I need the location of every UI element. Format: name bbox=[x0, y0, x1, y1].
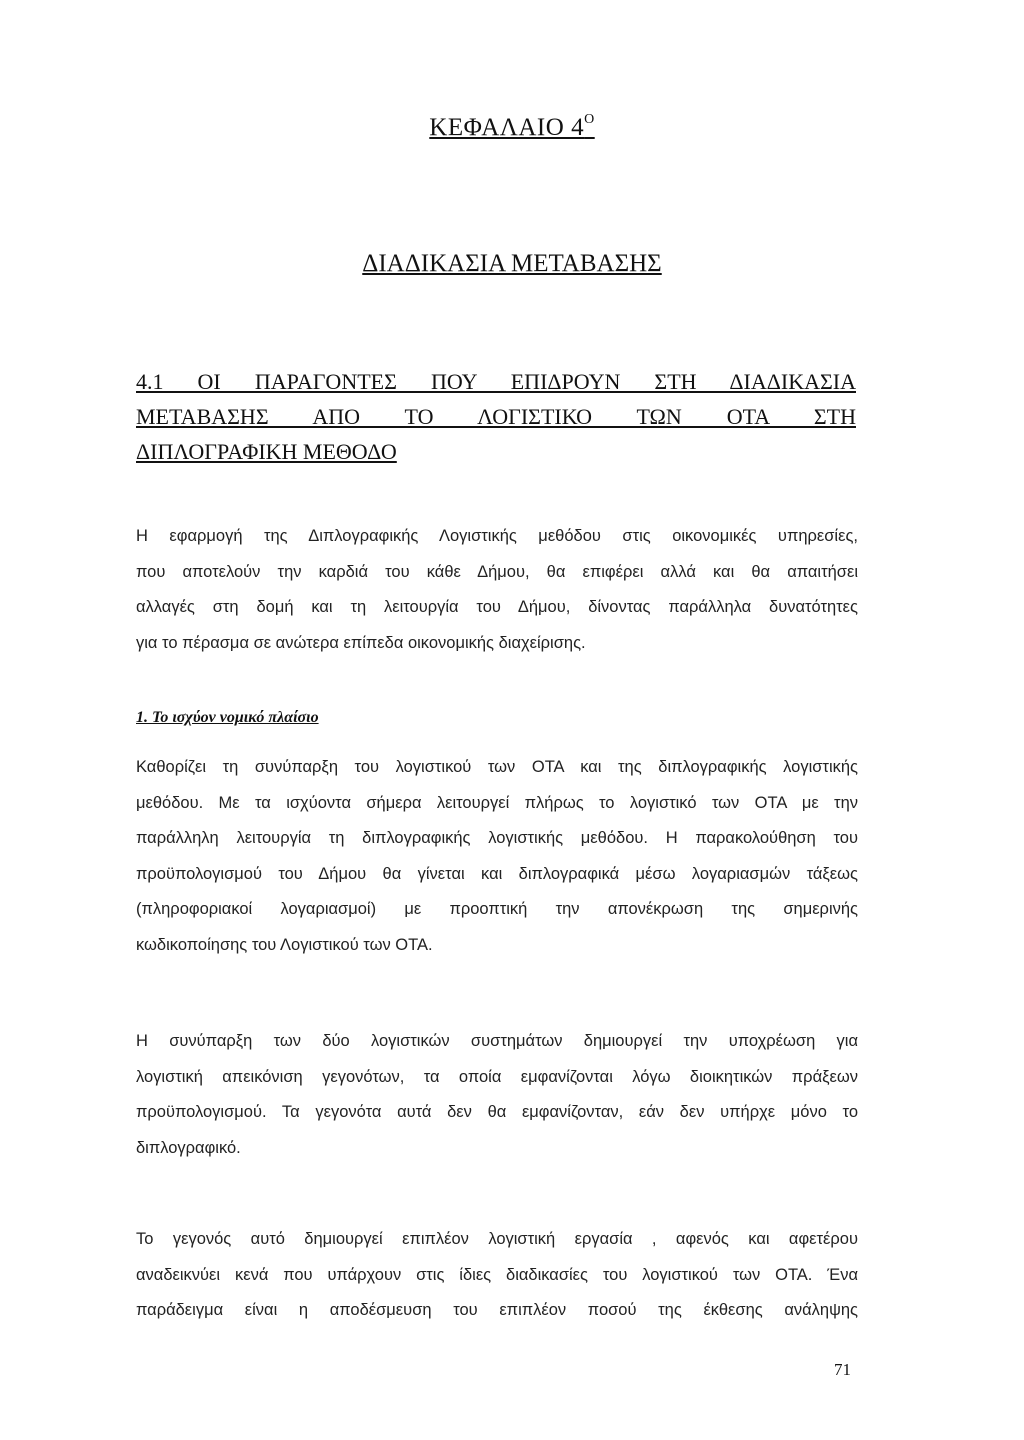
intro-paragraph bbox=[136, 519, 858, 661]
chapter-subtitle: ΔΙΑΔΙΚΑΣΙΑ ΜΕΤΑΒΑΣΗΣ bbox=[362, 250, 662, 277]
chapter-title-text: ΚΕΦΑΛΑΙΟ 4 bbox=[429, 114, 585, 141]
paragraph-line: προϋπολογισμού. Τα γεγονότα αυτά δεν θα εμφανίζονταν, εάν δεν υπήρχε μόνο το bbox=[136, 1103, 858, 1121]
paragraph-line: κωδικοποίησης του Λογιστικού των ΟΤΑ. bbox=[136, 935, 433, 954]
paragraph-line: παράδειγμα είναι η αποδέσμευση του επιπλέον ποσού της έκθεσης ανάληψης bbox=[136, 1301, 858, 1319]
paragraph-line: (πληροφοριακοί λογαριασμοί) με προοπτική την απονέκρωση της σημερινής bbox=[136, 900, 858, 918]
paragraph-2 bbox=[136, 1024, 858, 1166]
paragraph-line: Η εφαρμογή της Διπλογραφικής Λογιστικής μεθόδου στις οικονομικές υπηρεσίες, bbox=[136, 527, 858, 545]
paragraph-line: λογιστική απεικόνιση γεγονότων, τα οποία εμφανίζονται λόγω διοικητικών πράξεων bbox=[136, 1067, 858, 1086]
paragraph-line: μεθόδου. Με τα ισχύοντα σήμερα λειτουργεί πλήρως το λογιστικό των ΟΤΑ με την bbox=[136, 793, 858, 812]
subsection-heading: 1. Το ισχύον νομικό πλαίσιο bbox=[136, 709, 319, 726]
paragraph-line: αλλαγές στη δομή και τη λειτουργία του Δήμου, δίνοντας παράλληλα δυνατότητες bbox=[136, 598, 858, 616]
section-heading-line: ΔΙΠΛΟΓΡΑΦΙΚΗ ΜΕΘΟΔΟ bbox=[136, 439, 397, 464]
section-heading-line: 4.1 ΟΙ ΠΑΡΑΓΟΝΤΕΣ ΠΟΥ ΕΠΙΔΡΟΥΝ ΣΤΗ ΔΙΑΔΙΚΑΣΙΑ bbox=[136, 369, 856, 394]
paragraph-line: Η συνύπαρξη των δύο λογιστικών συστημάτων δημιουργεί την υποχρέωση για bbox=[136, 1032, 858, 1050]
section-heading bbox=[136, 364, 856, 469]
paragraph-line: Καθορίζει τη συνύπαρξη του λογιστικού των ΟΤΑ και της διπλογραφικής λογιστικής bbox=[136, 758, 858, 776]
paragraph-1 bbox=[136, 750, 858, 963]
page-number: 71 bbox=[834, 1360, 851, 1379]
section-heading-line: ΜΕΤΑΒΑΣΗΣ ΑΠΟ ΤΟ ΛΟΓΙΣΤΙΚΟ ΤΩΝ ΟΤΑ ΣΤΗ bbox=[136, 404, 856, 429]
chapter-title bbox=[0, 112, 1024, 142]
paragraph-line: αναδεικνύει κενά που υπάρχουν στις ίδιες διαδικασίες του λογιστικού των ΟΤΑ. Ένα bbox=[136, 1265, 858, 1284]
paragraph-3 bbox=[136, 1222, 858, 1329]
paragraph-line: Το γεγονός αυτό δημιουργεί επιπλέον λογιστική εργασία , αφενός και αφετέρου bbox=[136, 1230, 858, 1248]
paragraph-line: για το πέρασμα σε ανώτερα επίπεδα οικονομικής διαχείρισης. bbox=[136, 633, 586, 652]
chapter-superscript: Ο bbox=[584, 112, 595, 127]
paragraph-line: που αποτελούν την καρδιά του κάθε Δήμου, θα επιφέρει αλλά και θα απαιτήσει bbox=[136, 562, 858, 581]
paragraph-line: παράλληλη λειτουργία τη διπλογραφικής λογιστικής μεθόδου. Η παρακολούθηση του bbox=[136, 829, 858, 847]
paragraph-line: διπλογραφικό. bbox=[136, 1138, 241, 1157]
paragraph-line: προϋπολογισμού του Δήμου θα γίνεται και διπλογραφικά μέσω λογαριασμών τάξεως bbox=[136, 864, 858, 883]
